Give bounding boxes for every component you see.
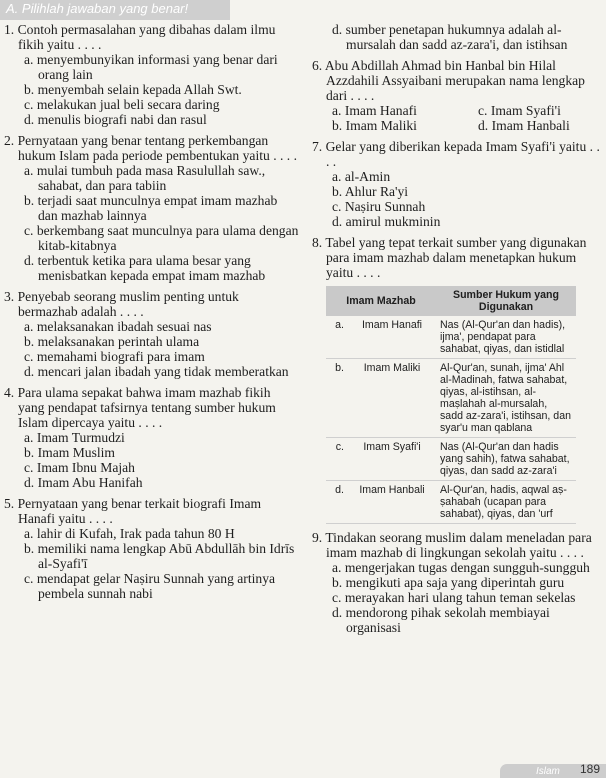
row-letter: d. (326, 481, 348, 524)
row-letter: c. (326, 438, 348, 481)
left-column (4, 22, 300, 607)
question-stem: 3. Penyebab seorang muslim penting untuk bermazhab adalah . . . . (4, 289, 239, 319)
question-5 (4, 496, 300, 601)
row-source: Al-Qur'an, hadis, aqwal aṣ-ṣahabah (ucapan para sahabat), qiyas, dan 'urf (436, 481, 576, 524)
option: d. Imam Abu Hanifah (24, 475, 143, 490)
question-stem: 8. Tabel yang tepat terkait sumber yang digunakan para imam mazhab dalam menetapkan hukum yaitu . . . . (312, 235, 587, 280)
footer-subject: Islam (536, 766, 560, 777)
option: a. Imam Turmudzi (24, 430, 125, 445)
option: d. mencari jalan ibadah yang tidak memberatkan (24, 364, 289, 379)
question-3 (4, 289, 300, 379)
option: a. Imam Hanafi (332, 103, 417, 118)
option: b. memiliki nama lengkap Abū Abdullāh bin Idrīs al-Syafi'ī (24, 541, 295, 571)
option: b. melaksanakan perintah ulama (24, 334, 200, 349)
question-stem: 4. Para ulama sepakat bahwa imam mazhab fikih yang pendapat tafsirnya tentang sumber hukum Islam dipercaya yaitu . . . . (4, 385, 276, 430)
option: b. Imam Muslim (24, 445, 116, 460)
row-source: Nas (Al-Qur'an dan hadis yang sahih), fatwa sahabat, qiyas, dan sadd az-zara'i (436, 438, 576, 481)
question-2 (4, 133, 300, 283)
question-9 (312, 530, 606, 635)
option: b. terjadi saat munculnya empat imam mazhab dan mazhab lainnya (24, 193, 278, 223)
row-imam: Imam Hanbali (348, 481, 436, 524)
option: a. menyembunyikan informasi yang benar dari orang lain (24, 52, 278, 82)
question-4 (4, 385, 300, 490)
row-imam: Imam Syafi'i (348, 438, 436, 481)
option: a. mengerjakan tugas dengan sungguh-sungguh (332, 560, 590, 575)
options-grid (320, 103, 606, 133)
option: b. Ahlur Ra'yi (332, 184, 409, 199)
table-row (326, 438, 576, 481)
question-7 (312, 139, 606, 229)
right-column (312, 22, 606, 641)
option: d. sumber penetapan hukumnya adalah al-mursalah dan sadd az-zara'i, dan istihsan (332, 22, 568, 52)
option: c. Imam Syafi'i (478, 103, 561, 118)
option: a. al-Amin (332, 169, 391, 184)
option: c. Naṣiru Sunnah (332, 199, 426, 214)
question-stem: 2. Pernyataan yang benar tentang perkembangan hukum Islam pada periode pembentukan yaitu . . . . (4, 133, 297, 163)
option: c. memahami biografi para imam (24, 349, 205, 364)
option: c. berkembang saat munculnya para ulama dengan kitab-kitabnya (24, 223, 299, 253)
option: c. melakukan jual beli secara daring (24, 97, 220, 112)
madhab-sources-table (326, 286, 576, 524)
option: b. Imam Maliki (332, 118, 417, 133)
table-row (326, 316, 576, 359)
row-imam: Imam Maliki (348, 359, 436, 438)
option: a. lahir di Kufah, Irak pada tahun 80 H (24, 526, 235, 541)
question-stem: 7. Gelar yang diberikan kepada Imam Syafi'i yaitu . . . . (312, 139, 600, 169)
option: b. menyembah selain kepada Allah Swt. (24, 82, 242, 97)
row-source: Nas (Al-Qur'an dan hadis), ijma', pendapat para sahabat, qiyas, dan istidlal (436, 316, 576, 359)
table-header-row (326, 286, 576, 316)
page-number: 189 (579, 762, 600, 776)
row-letter: b. (326, 359, 348, 438)
question-6 (312, 58, 606, 133)
option: d. terbentuk ketika para ulama besar yang menisbatkan kepada empat imam mazhab (24, 253, 266, 283)
row-letter: a. (326, 316, 348, 359)
option: d. mendorong pihak sekolah membiayai organisasi (332, 605, 550, 635)
question-1 (4, 22, 300, 127)
option: c. merayakan hari ulang tahun teman sekelas (332, 590, 576, 605)
table-row (326, 359, 576, 438)
option: d. amirul mukminin (332, 214, 441, 229)
option: c. Imam Ibnu Majah (24, 460, 135, 475)
option: d. Imam Hanbali (478, 118, 570, 133)
question-stem: 9. Tindakan seorang muslim dalam meneladan para imam mazhab di lingkungan sekolah yaitu . . . . (312, 530, 592, 560)
table-header-source: Sumber Hukum yang Digunakan (436, 286, 576, 316)
question-8 (312, 235, 606, 524)
table-row (326, 481, 576, 524)
table-header-imam: Imam Mazhab (326, 286, 436, 316)
question-stem: 6. Abu Abdillah Ahmad bin Hanbal bin Hilal Azzdahili Assyaibani merupakan nama lengkap dari . . . . (312, 58, 585, 103)
option: d. menulis biografi nabi dan rasul (24, 112, 207, 127)
row-imam: Imam Hanafi (348, 316, 436, 359)
section-title: A. Pilihlah jawaban yang benar! (6, 1, 189, 16)
option: a. mulai tumbuh pada masa Rasulullah saw., sahabat, dan para tabiin (24, 163, 266, 193)
option: b. mengikuti apa saja yang diperintah guru (332, 575, 565, 590)
row-source: Al-Qur'an, sunah, ijma' Ahl al-Madinah, fatwa sahabat, qiyas, al-istihsan, al-maṣlahah al-mursalah, sadd az-zara'i, istihsan, dan syar'u man qablana (436, 359, 576, 438)
question-stem: 1. Contoh permasalahan yang dibahas dalam ilmu fikih yaitu . . . . (4, 22, 276, 52)
option: a. melaksanakan ibadah sesuai nas (24, 319, 212, 334)
question-stem: 5. Pernyataan yang benar terkait biografi Imam Hanafi yaitu . . . . (4, 496, 262, 526)
question-5-continued (312, 22, 606, 52)
option: c. mendapat gelar Naṣiru Sunnah yang artinya pembela sunnah nabi (24, 571, 276, 601)
